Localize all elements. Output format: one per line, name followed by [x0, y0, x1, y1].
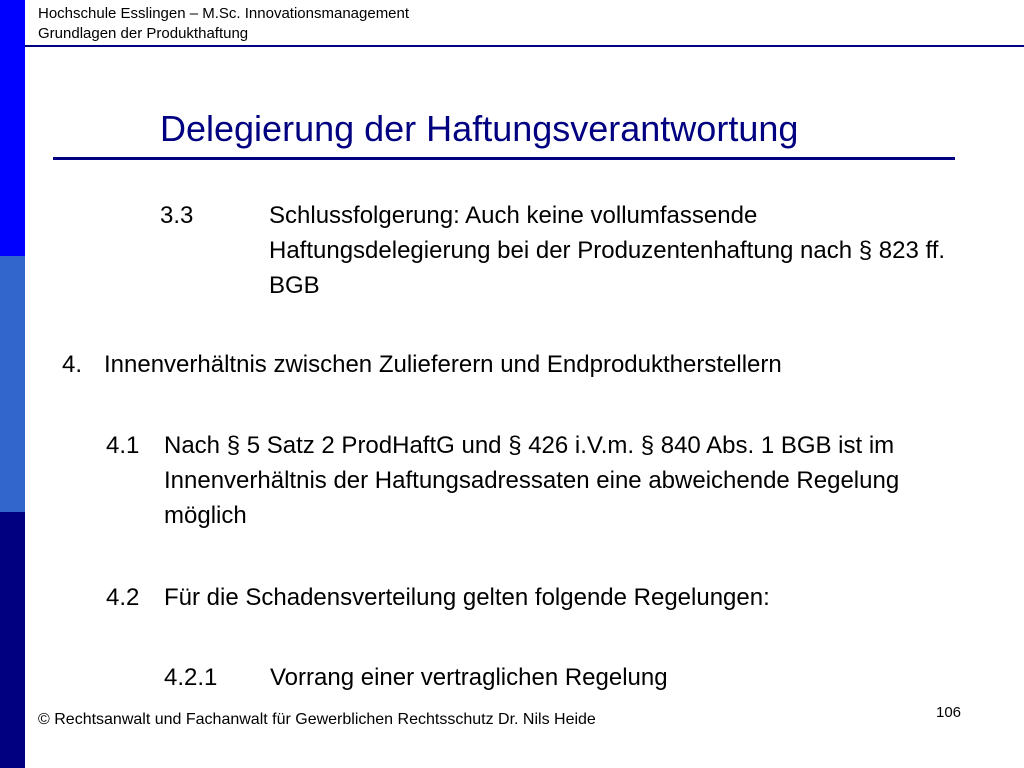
- list-item-4-2-1: [164, 660, 944, 696]
- left-accent-bar: [0, 0, 25, 768]
- item-number: 4.: [62, 351, 83, 378]
- item-text: Für die Schadensverteilung gelten folgende Regelungen:: [164, 584, 770, 611]
- item-text: Schlussfolgerung: Auch keine vollumfassende Haftungsdelegierung bei der Produzentenhaftung nach § 823 ff. BGB: [269, 202, 946, 299]
- header-divider: [25, 45, 1024, 47]
- accent-bar-top: [0, 0, 25, 256]
- list-item-3-3: [160, 198, 980, 304]
- slide-title: Delegierung der Haftungsverantwortung: [160, 108, 799, 149]
- item-text: Nach § 5 Satz 2 ProdHaftG und § 426 i.V.m. § 840 Abs. 1 BGB ist im Innenverhältnis der Haftungsadressaten eine abweichende Regelung möglich: [164, 432, 900, 529]
- list-item-4: [62, 347, 962, 383]
- item-number: 3.3: [160, 202, 194, 229]
- item-text: Innenverhältnis zwischen Zulieferern und Endproduktherstellern: [104, 351, 782, 378]
- item-number: 4.2: [106, 584, 140, 611]
- item-text: Vorrang einer vertraglichen Regelung: [270, 664, 668, 691]
- list-item-4-1: [106, 428, 986, 534]
- item-number: 4.1: [106, 432, 140, 459]
- header-line-1: Hochschule Esslingen – M.Sc. Innovationsmanagement: [38, 5, 410, 22]
- slide-header: [38, 4, 409, 44]
- header-line-2: Grundlagen der Produkthaftung: [38, 25, 249, 42]
- accent-bar-middle: [0, 256, 25, 512]
- footer-copyright: © Rechtsanwalt und Fachanwalt für Gewerblichen Rechtsschutz Dr. Nils Heide: [38, 711, 596, 728]
- accent-bar-bottom: [0, 512, 25, 768]
- title-divider: [53, 157, 955, 160]
- list-item-4-2: [106, 580, 986, 616]
- item-number: 4.2.1: [164, 664, 218, 691]
- page-number: 106: [936, 704, 962, 721]
